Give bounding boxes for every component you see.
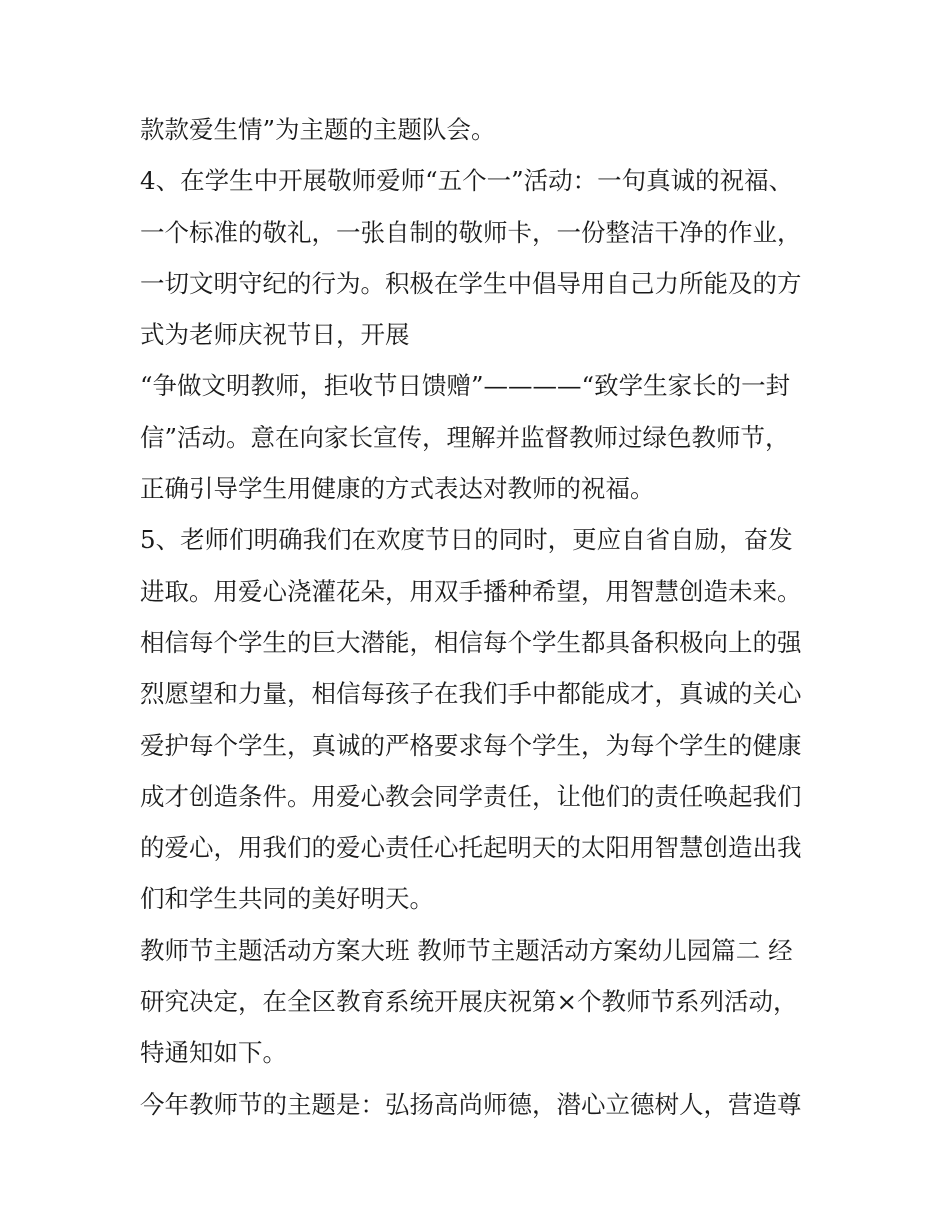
- text-line: 款款爱生情”为主题的主题队会。: [140, 115, 496, 144]
- text-line: “争做文明教师，拒收节日馈赠”————“致学生家长的一封: [140, 371, 791, 401]
- text-line: 今年教师节的主题是：弘扬高尚师德，潜心立德树人，营造尊: [140, 1089, 802, 1119]
- text-line: 烈愿望和力量，相信每孩子在我们手中都能成才，真诚的关心: [140, 679, 802, 709]
- text-line: 爱护每个学生，真诚的严格要求每个学生，为每个学生的健康: [140, 730, 802, 760]
- text-line: 研究决定，在全区教育系统开展庆祝第×个教师节系列活动，: [140, 987, 798, 1017]
- text-line: 的爱心，用我们的爱心责任心托起明天的太阳用智慧创造出我: [140, 833, 802, 863]
- text-line: 式为老师庆祝节日，开展: [140, 320, 410, 350]
- text-line: 一切文明守纪的行为。积极在学生中倡导用自己力所能及的方: [140, 268, 802, 298]
- text-line: 正确引导学生用健康的方式表达对教师的祝福。: [140, 474, 655, 504]
- text-line: 信”活动。意在向家长宣传，理解并监督教师过绿色教师节，: [140, 422, 790, 452]
- text-line: 成才创造条件。用爱心教会同学责任，让他们的责任唤起我们: [140, 781, 802, 811]
- text-line: 教师节主题活动方案大班 教师节主题活动方案幼儿园篇二 经: [140, 935, 793, 965]
- text-line: 一个标准的敬礼，一张自制的敬师卡，一份整洁干净的作业，: [140, 217, 802, 247]
- text-line: 特通知如下。: [140, 1038, 287, 1068]
- text-line: 相信每个学生的巨大潜能，相信每个学生都具备积极向上的强: [140, 627, 802, 657]
- text-line: 4、在学生中开展敬师爱师“五个一”活动：一句真诚的祝福、: [140, 166, 794, 196]
- text-line: 进取。用爱心浇灌花朵，用双手播种希望，用智慧创造未来。: [140, 576, 802, 606]
- text-line: 们和学生共同的美好明天。: [140, 884, 434, 914]
- text-line: 5、老师们明确我们在欢度节日的同时，更应自省自励，奋发: [140, 525, 793, 555]
- body-text: [140, 104, 820, 1130]
